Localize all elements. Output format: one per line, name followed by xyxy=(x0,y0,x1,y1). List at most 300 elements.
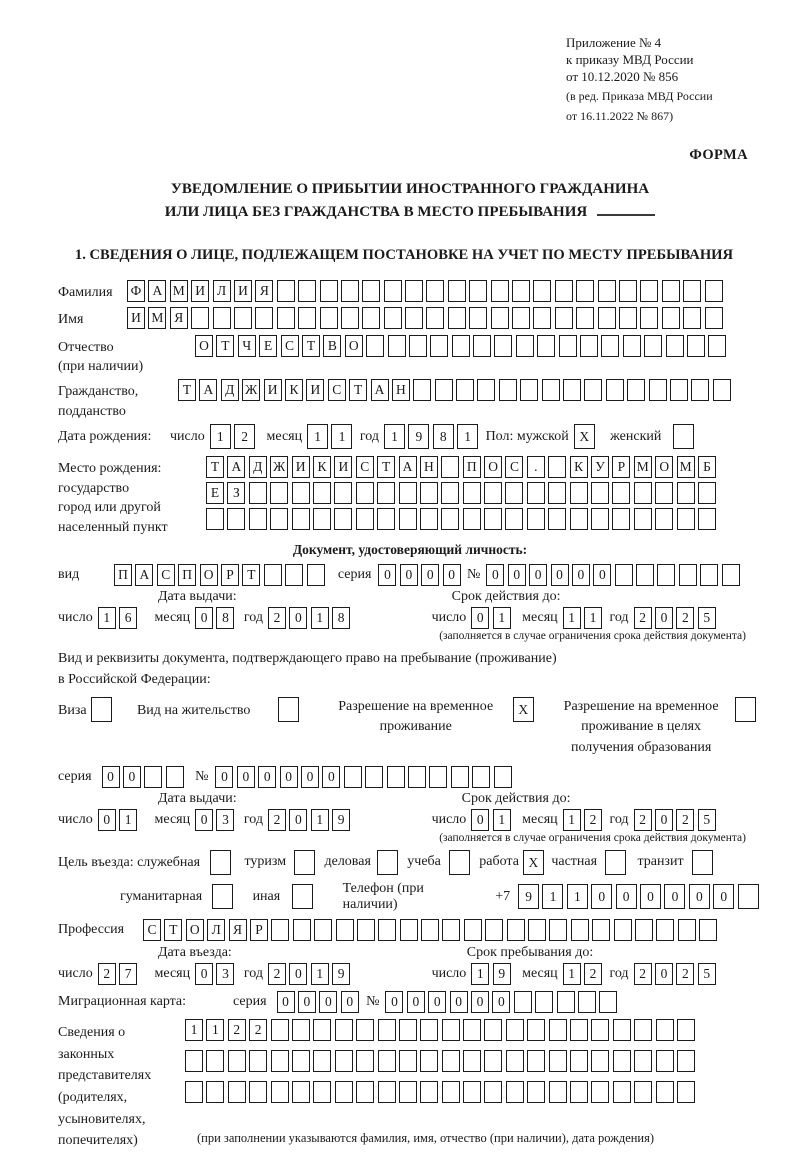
cell[interactable]: 1 xyxy=(311,963,329,985)
cell[interactable] xyxy=(657,564,675,586)
cell[interactable] xyxy=(677,482,695,504)
cell[interactable]: 1 xyxy=(384,424,405,449)
cell[interactable] xyxy=(705,280,723,302)
cell[interactable]: Т xyxy=(164,919,182,941)
cell[interactable]: Т xyxy=(349,379,367,401)
cell[interactable]: Н xyxy=(420,456,438,478)
cell[interactable] xyxy=(571,919,589,941)
cell[interactable] xyxy=(722,564,740,586)
cell[interactable]: 1 xyxy=(542,884,563,909)
cell[interactable]: А xyxy=(399,456,417,478)
cell[interactable] xyxy=(655,508,673,530)
cell[interactable]: В xyxy=(323,335,341,357)
guardians-cells-row3[interactable] xyxy=(185,1081,698,1103)
cell[interactable] xyxy=(294,850,315,875)
cell[interactable] xyxy=(591,1019,609,1041)
cell[interactable] xyxy=(362,307,380,329)
cell[interactable]: И xyxy=(306,379,324,401)
cell[interactable]: Я xyxy=(229,919,247,941)
cell[interactable] xyxy=(484,1019,502,1041)
cell[interactable] xyxy=(298,280,316,302)
cell[interactable]: Ф xyxy=(127,280,145,302)
cell[interactable] xyxy=(527,508,545,530)
cell[interactable] xyxy=(570,1050,588,1072)
cell[interactable] xyxy=(708,335,726,357)
cell[interactable]: С xyxy=(281,335,299,357)
cell[interactable]: . xyxy=(527,456,545,478)
cell[interactable]: 0 xyxy=(319,991,337,1013)
cell[interactable] xyxy=(563,379,581,401)
cell[interactable] xyxy=(601,335,619,357)
cell[interactable] xyxy=(506,1019,524,1041)
cell[interactable] xyxy=(298,307,316,329)
cell[interactable] xyxy=(420,1019,438,1041)
cell[interactable] xyxy=(580,335,598,357)
cell[interactable]: П xyxy=(114,564,132,586)
cell[interactable]: 0 xyxy=(102,766,120,788)
edu-permit-checkbox[interactable] xyxy=(735,697,759,722)
cell[interactable] xyxy=(388,335,406,357)
cell[interactable] xyxy=(335,1081,353,1103)
cell[interactable]: О xyxy=(345,335,363,357)
cell[interactable] xyxy=(356,1019,374,1041)
cell[interactable] xyxy=(640,280,658,302)
cell[interactable]: И xyxy=(292,456,310,478)
cell[interactable] xyxy=(505,482,523,504)
cell[interactable] xyxy=(270,482,288,504)
cell[interactable] xyxy=(234,307,252,329)
iddoc-valid-month-cells[interactable] xyxy=(563,607,606,629)
cell[interactable] xyxy=(619,280,637,302)
cell[interactable]: 9 xyxy=(332,809,350,831)
iddoc-kind-cells[interactable] xyxy=(114,564,328,586)
cell[interactable] xyxy=(627,379,645,401)
cell[interactable]: 0 xyxy=(195,963,213,985)
cell[interactable] xyxy=(528,919,546,941)
cell[interactable] xyxy=(527,1050,545,1072)
cell[interactable] xyxy=(705,307,723,329)
cell[interactable] xyxy=(378,1019,396,1041)
cell[interactable] xyxy=(264,564,282,586)
cell[interactable]: Б xyxy=(698,456,716,478)
cell[interactable] xyxy=(548,456,566,478)
cell[interactable]: 0 xyxy=(593,564,611,586)
purpose-transit-checkbox[interactable] xyxy=(692,850,716,875)
cell[interactable]: 0 xyxy=(664,884,685,909)
cell[interactable]: Т xyxy=(377,456,395,478)
cell[interactable]: 2 xyxy=(228,1019,246,1041)
cell[interactable] xyxy=(307,564,325,586)
cell[interactable]: 0 xyxy=(237,766,255,788)
cell[interactable] xyxy=(448,307,466,329)
cell[interactable] xyxy=(228,1081,246,1103)
cell[interactable]: А xyxy=(148,280,166,302)
cell[interactable] xyxy=(713,379,731,401)
cell[interactable] xyxy=(292,1050,310,1072)
birth-day-cells[interactable] xyxy=(210,424,259,449)
cell[interactable]: М xyxy=(677,456,695,478)
cell[interactable] xyxy=(249,1050,267,1072)
cell[interactable]: С xyxy=(157,564,175,586)
cell[interactable]: 1 xyxy=(563,809,581,831)
cell[interactable]: 0 xyxy=(591,884,612,909)
cell[interactable] xyxy=(408,766,426,788)
cell[interactable] xyxy=(409,335,427,357)
cell[interactable] xyxy=(599,991,617,1013)
cell[interactable] xyxy=(491,280,509,302)
cell[interactable]: О xyxy=(655,456,673,478)
cell[interactable]: X xyxy=(513,697,534,722)
cell[interactable]: 0 xyxy=(195,809,213,831)
cell[interactable]: Д xyxy=(221,379,239,401)
cell[interactable]: Р xyxy=(612,456,630,478)
cell[interactable] xyxy=(484,1050,502,1072)
cell[interactable] xyxy=(452,335,470,357)
cell[interactable]: 1 xyxy=(567,884,588,909)
residence-permit-checkbox[interactable] xyxy=(278,697,302,722)
cell[interactable]: У xyxy=(591,456,609,478)
cell[interactable] xyxy=(698,508,716,530)
cell[interactable]: 0 xyxy=(713,884,734,909)
cell[interactable]: 0 xyxy=(616,884,637,909)
cell[interactable]: 0 xyxy=(289,607,307,629)
cell[interactable]: Р xyxy=(250,919,268,941)
cell[interactable]: 1 xyxy=(457,424,478,449)
cell[interactable] xyxy=(591,482,609,504)
cell[interactable] xyxy=(185,1050,203,1072)
cell[interactable] xyxy=(271,1019,289,1041)
cell[interactable]: 0 xyxy=(195,607,213,629)
entry-month-cells[interactable] xyxy=(195,963,238,985)
cell[interactable]: 0 xyxy=(551,564,569,586)
cell[interactable] xyxy=(591,1050,609,1072)
cell[interactable]: 8 xyxy=(216,607,234,629)
cell[interactable] xyxy=(399,482,417,504)
stay-month-cells[interactable] xyxy=(563,963,606,985)
cell[interactable] xyxy=(606,379,624,401)
cell[interactable]: 0 xyxy=(378,564,396,586)
cell[interactable] xyxy=(320,307,338,329)
cell[interactable]: 1 xyxy=(471,963,489,985)
cell[interactable]: Д xyxy=(249,456,267,478)
cell[interactable] xyxy=(699,919,717,941)
cell[interactable]: 0 xyxy=(655,607,673,629)
birthplace-cells-row3[interactable] xyxy=(206,508,719,530)
cell[interactable] xyxy=(527,1081,545,1103)
cell[interactable] xyxy=(426,307,444,329)
cell[interactable] xyxy=(255,307,273,329)
cell[interactable]: О xyxy=(484,456,502,478)
cell[interactable]: Р xyxy=(221,564,239,586)
cell[interactable] xyxy=(477,379,495,401)
cell[interactable] xyxy=(185,1081,203,1103)
profession-cells[interactable] xyxy=(143,919,721,941)
cell[interactable]: Н xyxy=(392,379,410,401)
cell[interactable]: 1 xyxy=(185,1019,203,1041)
cell[interactable] xyxy=(619,307,637,329)
cell[interactable] xyxy=(634,1019,652,1041)
cell[interactable]: 2 xyxy=(584,809,602,831)
cell[interactable] xyxy=(612,508,630,530)
cell[interactable] xyxy=(687,335,705,357)
cell[interactable] xyxy=(320,280,338,302)
cell[interactable] xyxy=(514,991,532,1013)
cell[interactable]: 0 xyxy=(407,991,425,1013)
cell[interactable] xyxy=(334,482,352,504)
cell[interactable]: 3 xyxy=(216,809,234,831)
cell[interactable] xyxy=(292,508,310,530)
cell[interactable]: 0 xyxy=(508,564,526,586)
cell[interactable] xyxy=(420,1081,438,1103)
cell[interactable]: 2 xyxy=(584,963,602,985)
cell[interactable] xyxy=(527,482,545,504)
cell[interactable] xyxy=(429,766,447,788)
cell[interactable] xyxy=(570,482,588,504)
cell[interactable]: 0 xyxy=(471,809,489,831)
cell[interactable] xyxy=(357,919,375,941)
cell[interactable]: А xyxy=(199,379,217,401)
cell[interactable] xyxy=(378,919,396,941)
cell[interactable]: 1 xyxy=(584,607,602,629)
cell[interactable]: Т xyxy=(242,564,260,586)
cell[interactable] xyxy=(698,482,716,504)
cell[interactable]: 1 xyxy=(493,607,511,629)
cell[interactable] xyxy=(293,919,311,941)
cell[interactable] xyxy=(499,379,517,401)
cell[interactable] xyxy=(456,379,474,401)
cell[interactable] xyxy=(613,1050,631,1072)
cell[interactable]: И xyxy=(234,280,252,302)
cell[interactable] xyxy=(378,1050,396,1072)
cell[interactable] xyxy=(576,280,594,302)
cell[interactable]: К xyxy=(570,456,588,478)
purpose-work-checkbox[interactable] xyxy=(523,850,547,875)
cell[interactable] xyxy=(277,307,295,329)
surname-cells[interactable] xyxy=(127,280,726,302)
cell[interactable]: 2 xyxy=(676,607,694,629)
cell[interactable] xyxy=(362,280,380,302)
cell[interactable] xyxy=(206,508,224,530)
cell[interactable]: Я xyxy=(255,280,273,302)
cell[interactable]: Ж xyxy=(270,456,288,478)
cell[interactable] xyxy=(377,850,398,875)
birth-month-cells[interactable] xyxy=(307,424,356,449)
iddoc-issue-year-cells[interactable] xyxy=(268,607,354,629)
cell[interactable]: 9 xyxy=(493,963,511,985)
cell[interactable]: 1 xyxy=(206,1019,224,1041)
cell[interactable] xyxy=(313,508,331,530)
cell[interactable] xyxy=(484,1081,502,1103)
cell[interactable] xyxy=(506,1081,524,1103)
cell[interactable] xyxy=(520,379,538,401)
iddoc-valid-day-cells[interactable] xyxy=(471,607,514,629)
staydoc-valid-year-cells[interactable] xyxy=(634,809,720,831)
cell[interactable]: 2 xyxy=(676,963,694,985)
cell[interactable] xyxy=(634,1050,652,1072)
cell[interactable] xyxy=(421,919,439,941)
cell[interactable] xyxy=(636,564,654,586)
cell[interactable] xyxy=(426,280,444,302)
cell[interactable]: 2 xyxy=(268,809,286,831)
cell[interactable] xyxy=(570,1019,588,1041)
cell[interactable]: А xyxy=(371,379,389,401)
cell[interactable] xyxy=(494,335,512,357)
cell[interactable] xyxy=(656,1050,674,1072)
entry-year-cells[interactable] xyxy=(268,963,354,985)
cell[interactable]: 0 xyxy=(400,564,418,586)
cell[interactable]: О xyxy=(200,564,218,586)
cell[interactable]: П xyxy=(463,456,481,478)
cell[interactable] xyxy=(270,508,288,530)
cell[interactable]: 0 xyxy=(322,766,340,788)
cell[interactable]: Л xyxy=(213,280,231,302)
cell[interactable] xyxy=(442,1019,460,1041)
cell[interactable] xyxy=(356,1050,374,1072)
cell[interactable]: Т xyxy=(178,379,196,401)
cell[interactable] xyxy=(442,1050,460,1072)
cell[interactable] xyxy=(591,1081,609,1103)
cell[interactable] xyxy=(612,482,630,504)
cell[interactable]: Ч xyxy=(238,335,256,357)
cell[interactable]: 1 xyxy=(210,424,231,449)
cell[interactable] xyxy=(634,482,652,504)
cell[interactable]: А xyxy=(227,456,245,478)
staydoc-issue-year-cells[interactable] xyxy=(268,809,354,831)
iddoc-valid-year-cells[interactable] xyxy=(634,607,720,629)
cell[interactable]: С xyxy=(505,456,523,478)
cell[interactable] xyxy=(614,919,632,941)
cell[interactable] xyxy=(366,335,384,357)
cell[interactable] xyxy=(644,335,662,357)
stay-day-cells[interactable] xyxy=(471,963,514,985)
cell[interactable] xyxy=(341,280,359,302)
cell[interactable] xyxy=(271,1081,289,1103)
cell[interactable]: Л xyxy=(207,919,225,941)
cell[interactable] xyxy=(384,307,402,329)
cell[interactable]: 0 xyxy=(215,766,233,788)
cell[interactable]: 0 xyxy=(486,564,504,586)
cell[interactable]: Е xyxy=(206,482,224,504)
visa-checkbox[interactable] xyxy=(91,697,115,722)
cell[interactable] xyxy=(557,991,575,1013)
cell[interactable]: 1 xyxy=(311,607,329,629)
purpose-business-checkbox[interactable] xyxy=(210,850,234,875)
patronymic-cells[interactable] xyxy=(195,335,730,357)
cell[interactable]: 9 xyxy=(332,963,350,985)
cell[interactable] xyxy=(292,482,310,504)
cell[interactable] xyxy=(336,919,354,941)
purpose-private-checkbox[interactable] xyxy=(605,850,629,875)
cell[interactable] xyxy=(313,482,331,504)
cell[interactable] xyxy=(656,919,674,941)
cell[interactable] xyxy=(656,1019,674,1041)
cell[interactable] xyxy=(491,307,509,329)
cell[interactable] xyxy=(598,307,616,329)
cell[interactable]: С xyxy=(328,379,346,401)
cell[interactable]: 2 xyxy=(676,809,694,831)
cell[interactable] xyxy=(313,1081,331,1103)
cell[interactable] xyxy=(365,766,383,788)
sex-male-checkbox[interactable] xyxy=(574,424,598,449)
cell[interactable] xyxy=(191,307,209,329)
cell[interactable]: 1 xyxy=(493,809,511,831)
iddoc-number-cells[interactable] xyxy=(486,564,743,586)
cell[interactable] xyxy=(206,1050,224,1072)
cell[interactable] xyxy=(441,508,459,530)
staydoc-issue-day-cells[interactable] xyxy=(98,809,141,831)
cell[interactable] xyxy=(463,1050,481,1072)
birthplace-cells-row1[interactable] xyxy=(206,456,719,478)
cell[interactable] xyxy=(555,307,573,329)
cell[interactable]: 1 xyxy=(331,424,352,449)
cell[interactable] xyxy=(473,335,491,357)
cell[interactable]: 9 xyxy=(518,884,539,909)
cell[interactable]: З xyxy=(227,482,245,504)
cell[interactable]: 1 xyxy=(119,809,137,831)
cell[interactable]: 0 xyxy=(98,809,116,831)
cell[interactable] xyxy=(356,508,374,530)
cell[interactable]: 0 xyxy=(471,991,489,1013)
cell[interactable]: И xyxy=(127,307,145,329)
cell[interactable] xyxy=(549,1019,567,1041)
cell[interactable] xyxy=(570,1081,588,1103)
cell[interactable] xyxy=(227,508,245,530)
iddoc-series-cells[interactable] xyxy=(378,564,464,586)
cell[interactable]: 0 xyxy=(277,991,295,1013)
cell[interactable] xyxy=(399,1019,417,1041)
cell[interactable]: 0 xyxy=(471,607,489,629)
staydoc-valid-day-cells[interactable] xyxy=(471,809,514,831)
cell[interactable] xyxy=(570,508,588,530)
cell[interactable]: 0 xyxy=(280,766,298,788)
cell[interactable]: 0 xyxy=(655,809,673,831)
purpose-other-checkbox[interactable] xyxy=(292,884,316,909)
cell[interactable] xyxy=(683,280,701,302)
cell[interactable] xyxy=(649,379,667,401)
cell[interactable] xyxy=(212,884,233,909)
cell[interactable]: 0 xyxy=(341,991,359,1013)
cell[interactable] xyxy=(635,919,653,941)
cell[interactable] xyxy=(640,307,658,329)
cell[interactable] xyxy=(442,919,460,941)
cell[interactable] xyxy=(463,482,481,504)
cell[interactable] xyxy=(249,482,267,504)
cell[interactable] xyxy=(666,335,684,357)
cell[interactable] xyxy=(516,335,534,357)
citizenship-cells[interactable] xyxy=(178,379,734,401)
cell[interactable]: 2 xyxy=(234,424,255,449)
cell[interactable] xyxy=(592,919,610,941)
cell[interactable] xyxy=(356,482,374,504)
guardians-cells-row2[interactable] xyxy=(185,1050,698,1072)
cell[interactable]: 0 xyxy=(450,991,468,1013)
cell[interactable] xyxy=(549,1081,567,1103)
cell[interactable] xyxy=(542,379,560,401)
cell[interactable] xyxy=(463,1081,481,1103)
iddoc-issue-month-cells[interactable] xyxy=(195,607,238,629)
cell[interactable] xyxy=(555,280,573,302)
cell[interactable] xyxy=(377,508,395,530)
cell[interactable] xyxy=(463,1019,481,1041)
cell[interactable] xyxy=(677,1019,695,1041)
cell[interactable]: 2 xyxy=(634,809,652,831)
cell[interactable] xyxy=(442,1081,460,1103)
cell[interactable]: О xyxy=(186,919,204,941)
cell[interactable]: 1 xyxy=(98,607,116,629)
cell[interactable]: 2 xyxy=(634,607,652,629)
cell[interactable] xyxy=(420,508,438,530)
cell[interactable] xyxy=(559,335,577,357)
